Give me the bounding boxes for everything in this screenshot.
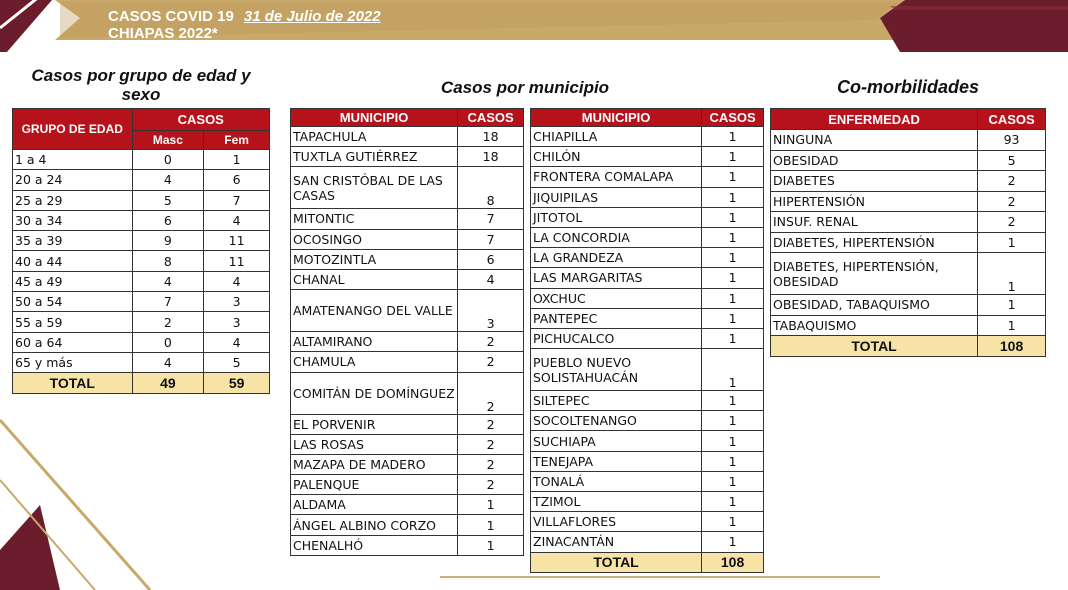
muni-section-title: Casos por municipio bbox=[440, 78, 610, 97]
muni-left-row-cases: 3 bbox=[458, 290, 524, 332]
muni-right-row-cases: 1 bbox=[702, 411, 764, 431]
muni-right-row-cases: 1 bbox=[702, 227, 764, 247]
age-row-fem: 1 bbox=[204, 150, 270, 170]
comorb-row bbox=[771, 130, 1046, 151]
muni-right-row-cases: 1 bbox=[702, 268, 764, 288]
age-table-title: Casos por grupo de edad y sexo bbox=[31, 66, 251, 104]
comorb-row-name: DIABETES bbox=[771, 171, 978, 192]
comorb-row-cases: 2 bbox=[978, 171, 1046, 192]
muni-right-row-name: PANTEPEC bbox=[531, 308, 702, 328]
muni-left-row-cases: 8 bbox=[458, 167, 524, 209]
muni-total-value: 108 bbox=[702, 552, 764, 572]
age-row-fem: 7 bbox=[204, 190, 270, 210]
muni-right-row-name: PUEBLO NUEVO SOLISTAHUACÁN bbox=[531, 349, 702, 391]
comorb-row-name: INSUF. RENAL bbox=[771, 212, 978, 233]
muni-right-row-cases: 1 bbox=[702, 187, 764, 207]
age-table bbox=[12, 108, 270, 394]
muni-left-header-muni: MUNICIPIO bbox=[291, 109, 458, 127]
comorb-row bbox=[771, 171, 1046, 192]
muni-left-row bbox=[291, 495, 524, 515]
comorb-row-name: NINGUNA bbox=[771, 130, 978, 151]
age-row-masc: 8 bbox=[132, 251, 204, 271]
muni-left-row-name: MOTOZINTLA bbox=[291, 249, 458, 269]
muni-left-row-cases: 2 bbox=[458, 434, 524, 454]
muni-right-row-name: TENEJAPA bbox=[531, 451, 702, 471]
age-row bbox=[13, 312, 270, 332]
muni-left-row bbox=[291, 290, 524, 332]
comorb-total-label: TOTAL bbox=[771, 336, 978, 357]
muni-left-row bbox=[291, 127, 524, 147]
muni-left-row-cases: 2 bbox=[458, 372, 524, 414]
comorb-total-value: 108 bbox=[978, 336, 1046, 357]
muni-left-row bbox=[291, 209, 524, 229]
muni-right-row-name: VILLAFLORES bbox=[531, 512, 702, 532]
age-row-masc: 5 bbox=[132, 190, 204, 210]
age-row-fem: 3 bbox=[204, 292, 270, 312]
muni-right-row-cases: 1 bbox=[702, 147, 764, 167]
muni-right-row bbox=[531, 167, 764, 187]
muni-left-row-name: SAN CRISTÓBAL DE LAS CASAS bbox=[291, 167, 458, 209]
age-row-fem: 6 bbox=[204, 170, 270, 190]
muni-right-row-name: JITOTOL bbox=[531, 207, 702, 227]
muni-right-row-name: SUCHIAPA bbox=[531, 431, 702, 451]
comorb-title: Co-morbilidades bbox=[836, 77, 979, 97]
muni-right-row-name: FRONTERA COMALAPA bbox=[531, 167, 702, 187]
comorb-row bbox=[771, 191, 1046, 212]
muni-right-row-name: ZINACANTÁN bbox=[531, 532, 702, 552]
comorb-table bbox=[770, 108, 1046, 357]
muni-left-row-name: TUXTLA GUTIÉRREZ bbox=[291, 147, 458, 167]
comorb-row-cases: 2 bbox=[978, 212, 1046, 233]
muni-right-row-cases: 1 bbox=[702, 532, 764, 552]
muni-left-row bbox=[291, 167, 524, 209]
muni-right-row-name: LA CONCORDIA bbox=[531, 227, 702, 247]
muni-left-row bbox=[291, 372, 524, 414]
muni-right-row bbox=[531, 431, 764, 451]
muni-right-row bbox=[531, 471, 764, 491]
age-row-group: 40 a 44 bbox=[13, 251, 133, 271]
muni-left-row-cases: 1 bbox=[458, 515, 524, 535]
age-row-fem: 3 bbox=[204, 312, 270, 332]
age-row-group: 65 y más bbox=[13, 352, 133, 372]
bottom-divider bbox=[440, 576, 880, 578]
age-row-masc: 0 bbox=[132, 332, 204, 352]
muni-left-row bbox=[291, 535, 524, 555]
muni-left-row bbox=[291, 454, 524, 474]
comorb-row-cases: 1 bbox=[978, 295, 1046, 316]
comorb-row bbox=[771, 150, 1046, 171]
muni-left-row-cases: 2 bbox=[458, 352, 524, 372]
muni-left-row-cases: 6 bbox=[458, 249, 524, 269]
muni-left-row-name: COMITÁN DE DOMÍNGUEZ bbox=[291, 372, 458, 414]
age-row-group: 55 a 59 bbox=[13, 312, 133, 332]
muni-right-row bbox=[531, 492, 764, 512]
muni-left-row bbox=[291, 332, 524, 352]
muni-right-row bbox=[531, 268, 764, 288]
muni-left-row-name: ÁNGEL ALBINO CORZO bbox=[291, 515, 458, 535]
comorb-row-cases: 1 bbox=[978, 315, 1046, 336]
muni-right-row-cases: 1 bbox=[702, 308, 764, 328]
muni-left-row bbox=[291, 269, 524, 289]
age-row bbox=[13, 352, 270, 372]
muni-right-row bbox=[531, 391, 764, 411]
muni-right-row bbox=[531, 532, 764, 552]
muni-left-row bbox=[291, 475, 524, 495]
age-row-fem: 11 bbox=[204, 231, 270, 251]
age-row-masc: 2 bbox=[132, 312, 204, 332]
comorb-row bbox=[771, 212, 1046, 233]
muni-right-row-cases: 1 bbox=[702, 349, 764, 391]
age-row-masc: 7 bbox=[132, 292, 204, 312]
muni-right-row-name: SILTEPEC bbox=[531, 391, 702, 411]
muni-left-row-cases: 7 bbox=[458, 209, 524, 229]
muni-right-row-cases: 1 bbox=[702, 248, 764, 268]
age-row bbox=[13, 170, 270, 190]
muni-left-row-name: CHAMULA bbox=[291, 352, 458, 372]
muni-left-row-name: MAZAPA DE MADERO bbox=[291, 454, 458, 474]
muni-left-row-name: OCOSINGO bbox=[291, 229, 458, 249]
muni-left-row bbox=[291, 249, 524, 269]
muni-right-row bbox=[531, 187, 764, 207]
decorative-corner bbox=[0, 400, 160, 590]
muni-right-row-name: TZIMOL bbox=[531, 492, 702, 512]
muni-left-row-name: EL PORVENIR bbox=[291, 414, 458, 434]
muni-right-row bbox=[531, 308, 764, 328]
muni-right-row bbox=[531, 127, 764, 147]
age-row-masc: 6 bbox=[132, 210, 204, 230]
header-title-line1: CASOS COVID 19 bbox=[108, 8, 234, 25]
muni-right-row bbox=[531, 411, 764, 431]
header-title bbox=[108, 8, 381, 42]
comorb-row-cases: 93 bbox=[978, 130, 1046, 151]
comorb-row-name: DIABETES, HIPERTENSIÓN bbox=[771, 232, 978, 253]
age-header-group: GRUPO DE EDAD bbox=[13, 109, 133, 150]
muni-left-row-name: CHANAL bbox=[291, 269, 458, 289]
muni-right-row bbox=[531, 147, 764, 167]
age-row-masc: 4 bbox=[132, 352, 204, 372]
muni-right-row bbox=[531, 328, 764, 348]
muni-left-row-name: MITONTIC bbox=[291, 209, 458, 229]
muni-right-row-cases: 1 bbox=[702, 328, 764, 348]
muni-left-row-cases: 2 bbox=[458, 332, 524, 352]
muni-left-row bbox=[291, 147, 524, 167]
comorb-row-name: OBESIDAD, TABAQUISMO bbox=[771, 295, 978, 316]
muni-right-row-name: SOCOLTENANGO bbox=[531, 411, 702, 431]
muni-right-row bbox=[531, 451, 764, 471]
muni-right-row bbox=[531, 349, 764, 391]
age-row-masc: 0 bbox=[132, 150, 204, 170]
age-row-fem: 5 bbox=[204, 352, 270, 372]
muni-left-row-cases: 2 bbox=[458, 454, 524, 474]
comorb-row bbox=[771, 315, 1046, 336]
muni-left-row bbox=[291, 352, 524, 372]
age-row bbox=[13, 210, 270, 230]
age-header-masc: Masc bbox=[132, 131, 204, 150]
muni-left-row-cases: 2 bbox=[458, 475, 524, 495]
muni-right-row-cases: 1 bbox=[702, 512, 764, 532]
comorb-row-cases: 1 bbox=[978, 253, 1046, 295]
muni-left-header-cases: CASOS bbox=[458, 109, 524, 127]
age-total-label: TOTAL bbox=[13, 373, 133, 393]
age-row-group: 20 a 24 bbox=[13, 170, 133, 190]
comorb-row bbox=[771, 232, 1046, 253]
muni-left-row-name: LAS ROSAS bbox=[291, 434, 458, 454]
muni-total-label: TOTAL bbox=[531, 552, 702, 572]
muni-right-row bbox=[531, 248, 764, 268]
muni-right-row-cases: 1 bbox=[702, 451, 764, 471]
muni-left-row-cases: 1 bbox=[458, 535, 524, 555]
muni-right-row-cases: 1 bbox=[702, 391, 764, 411]
muni-right-row-name: OXCHUC bbox=[531, 288, 702, 308]
age-row-fem: 11 bbox=[204, 251, 270, 271]
comorb-row-name: HIPERTENSIÓN bbox=[771, 191, 978, 212]
muni-right-row-cases: 1 bbox=[702, 471, 764, 491]
muni-left-row bbox=[291, 515, 524, 535]
muni-left-row-name: AMATENANGO DEL VALLE bbox=[291, 290, 458, 332]
muni-left-row-cases: 18 bbox=[458, 127, 524, 147]
age-row-fem: 4 bbox=[204, 271, 270, 291]
muni-left-row-cases: 18 bbox=[458, 147, 524, 167]
muni-table-left bbox=[290, 108, 524, 556]
muni-right-row-name: JIQUIPILAS bbox=[531, 187, 702, 207]
muni-right-row-cases: 1 bbox=[702, 127, 764, 147]
age-total-fem: 59 bbox=[204, 373, 270, 393]
header-title-line2: CHIAPAS 2022* bbox=[108, 25, 218, 42]
muni-right-row-name: CHIAPILLA bbox=[531, 127, 702, 147]
muni-right-row-name: TONALÁ bbox=[531, 471, 702, 491]
muni-left-row-cases: 2 bbox=[458, 414, 524, 434]
muni-right-row-cases: 1 bbox=[702, 431, 764, 451]
age-row bbox=[13, 332, 270, 352]
muni-right-row-cases: 1 bbox=[702, 288, 764, 308]
age-row-group: 50 a 54 bbox=[13, 292, 133, 312]
age-row bbox=[13, 231, 270, 251]
comorb-header-disease: ENFERMEDAD bbox=[771, 109, 978, 130]
comorb-row-name: OBESIDAD bbox=[771, 150, 978, 171]
muni-right-row-name: LAS MARGARITAS bbox=[531, 268, 702, 288]
muni-right-row-cases: 1 bbox=[702, 207, 764, 227]
comorb-row bbox=[771, 253, 1046, 295]
muni-left-row bbox=[291, 434, 524, 454]
muni-right-row bbox=[531, 288, 764, 308]
muni-left-row-cases: 1 bbox=[458, 495, 524, 515]
age-row bbox=[13, 271, 270, 291]
muni-right-header-cases: CASOS bbox=[702, 109, 764, 127]
muni-right-row bbox=[531, 207, 764, 227]
age-row-group: 35 a 39 bbox=[13, 231, 133, 251]
age-row bbox=[13, 150, 270, 170]
muni-right-row-cases: 1 bbox=[702, 167, 764, 187]
comorb-row-cases: 1 bbox=[978, 232, 1046, 253]
comorb-row-cases: 5 bbox=[978, 150, 1046, 171]
comorb-row bbox=[771, 295, 1046, 316]
muni-right-row-cases: 1 bbox=[702, 492, 764, 512]
age-header-fem: Fem bbox=[204, 131, 270, 150]
muni-right-row-name: LA GRANDEZA bbox=[531, 248, 702, 268]
muni-left-row bbox=[291, 229, 524, 249]
age-row bbox=[13, 190, 270, 210]
age-row bbox=[13, 292, 270, 312]
age-row-masc: 4 bbox=[132, 271, 204, 291]
age-row bbox=[13, 251, 270, 271]
muni-right-row-name: PICHUCALCO bbox=[531, 328, 702, 348]
comorb-row-name: TABAQUISMO bbox=[771, 315, 978, 336]
muni-right-row bbox=[531, 227, 764, 247]
muni-right-row-name: CHILÓN bbox=[531, 147, 702, 167]
muni-table-right bbox=[530, 108, 764, 573]
muni-left-row-name: PALENQUE bbox=[291, 475, 458, 495]
age-row-group: 60 a 64 bbox=[13, 332, 133, 352]
age-row-group: 30 a 34 bbox=[13, 210, 133, 230]
age-row-masc: 9 bbox=[132, 231, 204, 251]
comorb-row-name: DIABETES, HIPERTENSIÓN, OBESIDAD bbox=[771, 253, 978, 295]
comorb-row-cases: 2 bbox=[978, 191, 1046, 212]
muni-left-row-name: CHENALHÓ bbox=[291, 535, 458, 555]
comorb-header-cases: CASOS bbox=[978, 109, 1046, 130]
age-row-fem: 4 bbox=[204, 210, 270, 230]
muni-left-row-cases: 7 bbox=[458, 229, 524, 249]
muni-left-row-name: ALTAMIRANO bbox=[291, 332, 458, 352]
age-header-cases: CASOS bbox=[132, 109, 270, 131]
muni-left-row bbox=[291, 414, 524, 434]
age-row-group: 45 a 49 bbox=[13, 271, 133, 291]
muni-left-row-name: ALDAMA bbox=[291, 495, 458, 515]
muni-right-row bbox=[531, 512, 764, 532]
muni-right-header-muni: MUNICIPIO bbox=[531, 109, 702, 127]
age-total-masc: 49 bbox=[132, 373, 204, 393]
age-row-group: 1 a 4 bbox=[13, 150, 133, 170]
muni-left-row-cases: 4 bbox=[458, 269, 524, 289]
age-row-group: 25 a 29 bbox=[13, 190, 133, 210]
age-row-fem: 4 bbox=[204, 332, 270, 352]
header-date: 31 de Julio de 2022 bbox=[243, 8, 381, 25]
muni-left-row-name: TAPACHULA bbox=[291, 127, 458, 147]
age-row-masc: 4 bbox=[132, 170, 204, 190]
